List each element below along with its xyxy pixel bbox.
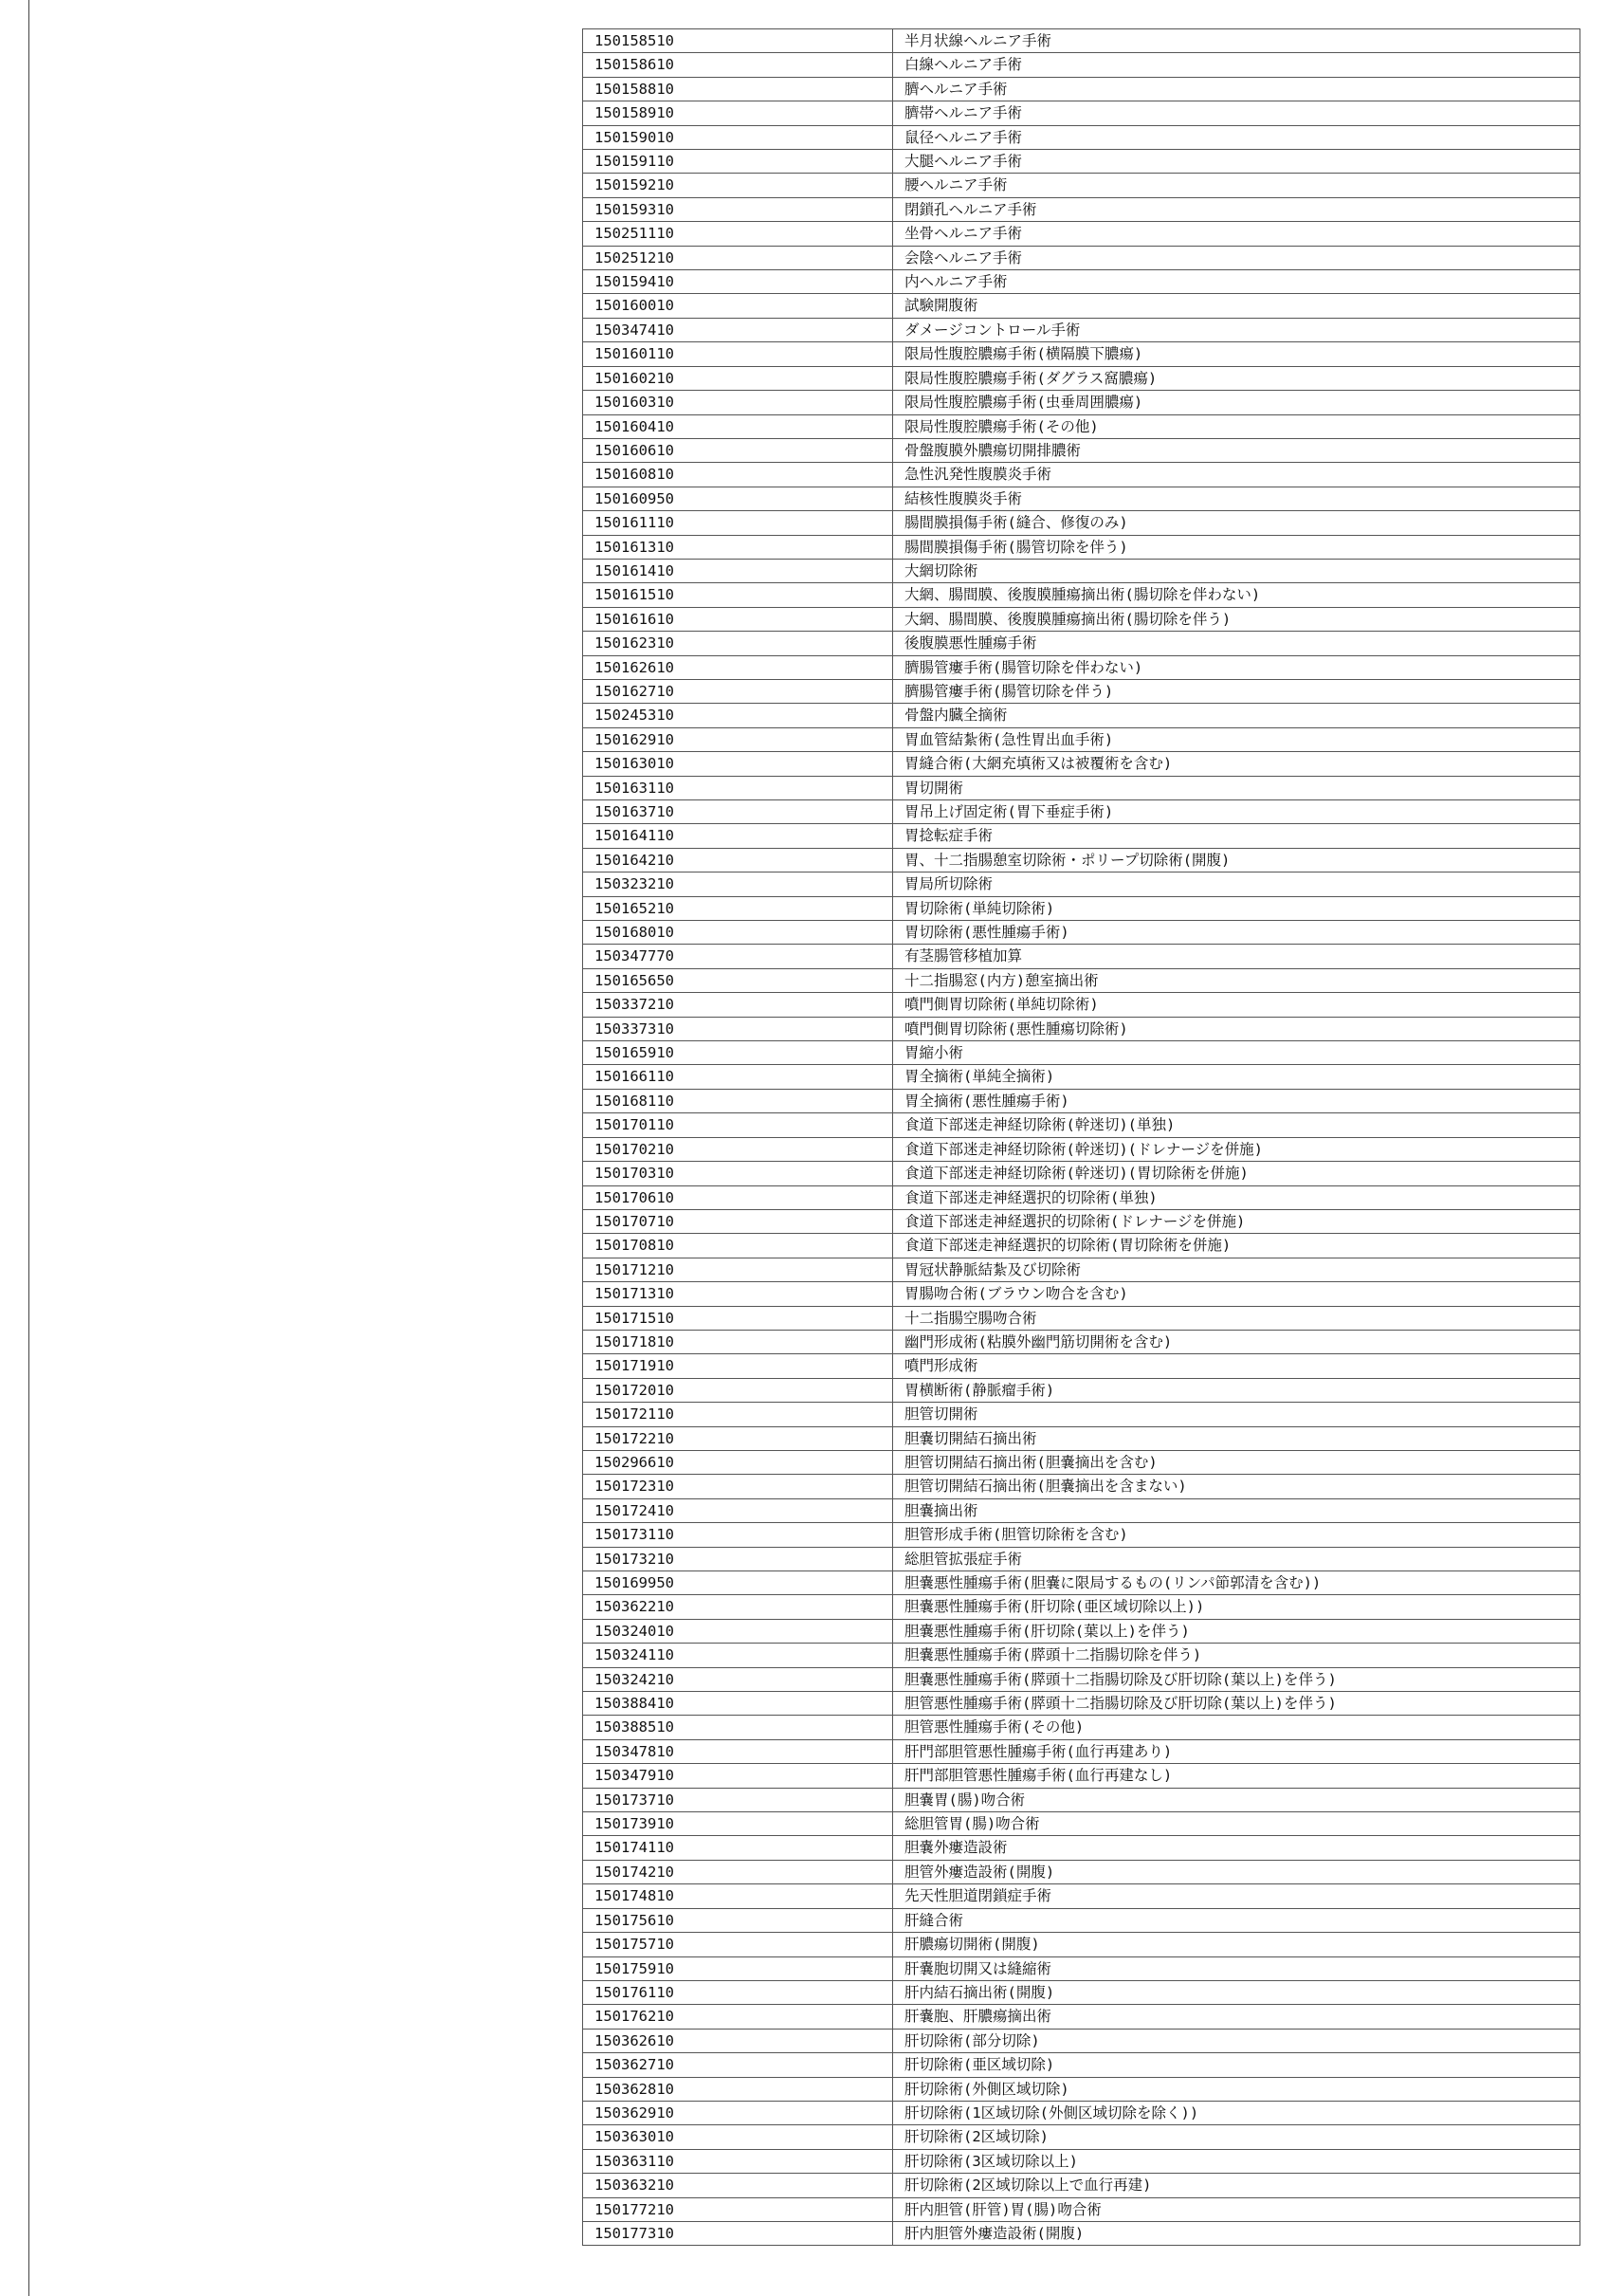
procedure-code-cell: 150170810: [583, 1234, 893, 1258]
table-row: [583, 1475, 1580, 1498]
table-row: [583, 945, 1580, 968]
procedure-name-cell: 腸間膜損傷手術(腸管切除を伴う): [893, 535, 1580, 559]
procedure-name-cell: 半月状線ヘルニア手術: [893, 29, 1580, 53]
table-row: [583, 270, 1580, 294]
procedure-name-cell: 食道下部迷走神経選択的切除術(単独): [893, 1185, 1580, 1209]
table-row: [583, 921, 1580, 945]
procedure-name-cell: 胆嚢悪性腫瘍手術(肝切除(葉以上)を伴う): [893, 1619, 1580, 1643]
table-row: [583, 414, 1580, 438]
table-row: [583, 1980, 1580, 2004]
procedure-code-cell: 150160310: [583, 391, 893, 414]
procedure-code-cell: 150174210: [583, 1860, 893, 1883]
table-row: [583, 559, 1580, 582]
procedure-code-cell: 150160410: [583, 414, 893, 438]
table-row: [583, 342, 1580, 366]
table-row: [583, 1908, 1580, 1932]
table-row: [583, 1644, 1580, 1667]
procedure-code-cell: 150173910: [583, 1812, 893, 1836]
procedure-code-cell: 150347810: [583, 1739, 893, 1763]
procedure-name-cell: 胃吊上げ固定術(胃下垂症手術): [893, 800, 1580, 824]
procedure-code-cell: 150159210: [583, 174, 893, 197]
procedure-code-cell: 150251210: [583, 246, 893, 269]
procedure-name-cell: 臍帯ヘルニア手術: [893, 101, 1580, 125]
procedure-name-cell: 胆嚢悪性腫瘍手術(膵頭十二指腸切除及び肝切除(葉以上)を伴う): [893, 1667, 1580, 1691]
procedure-code-cell: 150160210: [583, 366, 893, 390]
procedure-code-cell: 150161610: [583, 607, 893, 631]
procedure-name-cell: 胃切除術(単純切除術): [893, 896, 1580, 920]
procedure-name-cell: 肝嚢胞、肝膿瘍摘出術: [893, 2005, 1580, 2029]
table-row: [583, 174, 1580, 197]
table-row: [583, 511, 1580, 535]
procedure-code-cell: 150323210: [583, 872, 893, 896]
procedure-code-cell: 150173210: [583, 1547, 893, 1570]
procedure-code-cell: 150169950: [583, 1571, 893, 1595]
procedure-code-cell: 150171210: [583, 1258, 893, 1281]
procedure-code-cell: 150176210: [583, 2005, 893, 2029]
table-row: [583, 1836, 1580, 1860]
procedure-name-cell: 肝内胆管外瘻造設術(開腹): [893, 2221, 1580, 2245]
procedure-code-cell: 150160950: [583, 487, 893, 510]
procedure-name-cell: 臍腸管瘻手術(腸管切除を伴う): [893, 679, 1580, 703]
table-row: [583, 1812, 1580, 1836]
table-row: [583, 318, 1580, 341]
table-row: [583, 1595, 1580, 1619]
procedure-name-cell: 肝内胆管(肝管)胃(腸)吻合術: [893, 2197, 1580, 2221]
table-row: [583, 77, 1580, 101]
procedure-code-cell: 150168110: [583, 1089, 893, 1112]
table-row: [583, 1716, 1580, 1739]
procedure-name-cell: 閉鎖孔ヘルニア手術: [893, 197, 1580, 221]
table-row: [583, 1065, 1580, 1089]
procedure-code-cell: 150337210: [583, 993, 893, 1017]
procedure-code-cell: 150171810: [583, 1330, 893, 1353]
table-row: [583, 1667, 1580, 1691]
procedure-code-cell: 150296610: [583, 1450, 893, 1474]
procedure-code-cell: 150171910: [583, 1354, 893, 1378]
procedure-name-cell: 限局性腹腔膿瘍手術(その他): [893, 414, 1580, 438]
procedure-code-table: [582, 28, 1580, 2246]
procedure-name-cell: 胆嚢外瘻造設術: [893, 1836, 1580, 1860]
procedure-name-cell: 胃血管結紮術(急性胃出血手術): [893, 727, 1580, 751]
table-row: [583, 1330, 1580, 1353]
procedure-name-cell: 臍ヘルニア手術: [893, 77, 1580, 101]
table-row: [583, 1764, 1580, 1788]
procedure-code-cell: 150166110: [583, 1065, 893, 1089]
procedure-name-cell: 食道下部迷走神経切除術(幹迷切)(ドレナージを併施): [893, 1137, 1580, 1161]
table-row: [583, 535, 1580, 559]
procedure-name-cell: 肝縫合術: [893, 1908, 1580, 1932]
procedure-code-cell: 150165650: [583, 968, 893, 992]
procedure-name-cell: 胆嚢悪性腫瘍手術(胆嚢に限局するもの(リンパ節郭清を含む)): [893, 1571, 1580, 1595]
procedure-name-cell: 肝切除術(3区域切除以上): [893, 2149, 1580, 2173]
table-row: [583, 246, 1580, 269]
procedure-name-cell: 幽門形成術(粘膜外幽門筋切開術を含む): [893, 1330, 1580, 1353]
procedure-code-cell: 150362610: [583, 2029, 893, 2052]
procedure-code-cell: 150171510: [583, 1306, 893, 1330]
procedure-code-cell: 150172210: [583, 1426, 893, 1450]
table-row: [583, 848, 1580, 872]
table-row: [583, 1162, 1580, 1185]
procedure-code-cell: 150170710: [583, 1209, 893, 1233]
table-row: [583, 1450, 1580, 1474]
procedure-name-cell: 胆嚢胃(腸)吻合術: [893, 1788, 1580, 1811]
procedure-code-cell: 150162710: [583, 679, 893, 703]
procedure-name-cell: ダメージコントロール手術: [893, 318, 1580, 341]
procedure-code-cell: 150162310: [583, 632, 893, 655]
table-row: [583, 1571, 1580, 1595]
table-row: [583, 2149, 1580, 2173]
procedure-name-cell: 胆嚢摘出術: [893, 1498, 1580, 1522]
procedure-name-cell: 鼠径ヘルニア手術: [893, 125, 1580, 149]
procedure-code-cell: 150171310: [583, 1282, 893, 1306]
procedure-code-cell: 150161510: [583, 583, 893, 607]
procedure-code-cell: 150170610: [583, 1185, 893, 1209]
procedure-name-cell: 胃局所切除術: [893, 872, 1580, 896]
table-row: [583, 824, 1580, 848]
procedure-code-cell: 150160610: [583, 438, 893, 462]
table-row: [583, 1426, 1580, 1450]
table-row: [583, 1185, 1580, 1209]
table-row: [583, 294, 1580, 318]
procedure-name-cell: 胃冠状静脈結紮及び切除術: [893, 1258, 1580, 1281]
table-row: [583, 1692, 1580, 1716]
procedure-name-cell: 噴門側胃切除術(悪性腫瘍切除術): [893, 1017, 1580, 1040]
procedure-code-cell: 150324010: [583, 1619, 893, 1643]
procedure-name-cell: 骨盤内臓全摘術: [893, 704, 1580, 727]
procedure-name-cell: 肝切除術(2区域切除以上で血行再建): [893, 2174, 1580, 2197]
procedure-code-cell: 150159410: [583, 270, 893, 294]
procedure-name-cell: 肝切除術(2区域切除): [893, 2125, 1580, 2149]
table-row: [583, 1113, 1580, 1137]
procedure-code-cell: 150177310: [583, 2221, 893, 2245]
table-row: [583, 679, 1580, 703]
procedure-code-cell: 150170110: [583, 1113, 893, 1137]
procedure-name-cell: 肝門部胆管悪性腫瘍手術(血行再建なし): [893, 1764, 1580, 1788]
procedure-code-cell: 150160010: [583, 294, 893, 318]
procedure-code-cell: 150173110: [583, 1523, 893, 1547]
procedure-code-cell: 150168010: [583, 921, 893, 945]
table-row: [583, 222, 1580, 246]
table-row: [583, 2197, 1580, 2221]
table-row: [583, 1209, 1580, 1233]
procedure-code-cell: 150161110: [583, 511, 893, 535]
table-row: [583, 1547, 1580, 1570]
procedure-code-cell: 150388410: [583, 1692, 893, 1716]
table-row: [583, 607, 1580, 631]
table-row: [583, 487, 1580, 510]
table-row: [583, 800, 1580, 824]
procedure-code-cell: 150161410: [583, 559, 893, 582]
table-row: [583, 2221, 1580, 2245]
table-row: [583, 53, 1580, 77]
procedure-name-cell: 肝切除術(外側区域切除): [893, 2077, 1580, 2101]
table-row: [583, 1354, 1580, 1378]
procedure-name-cell: 胆管外瘻造設術(開腹): [893, 1860, 1580, 1883]
procedure-code-cell: 150362810: [583, 2077, 893, 2101]
procedure-name-cell: 食道下部迷走神経切除術(幹迷切)(胃切除術を併施): [893, 1162, 1580, 1185]
procedure-name-cell: 内ヘルニア手術: [893, 270, 1580, 294]
procedure-name-cell: 有茎腸管移植加算: [893, 945, 1580, 968]
procedure-code-cell: 150177210: [583, 2197, 893, 2221]
procedure-name-cell: 胆管形成手術(胆管切除術を含む): [893, 1523, 1580, 1547]
table-row: [583, 1884, 1580, 1908]
table-row: [583, 1523, 1580, 1547]
procedure-name-cell: 臍腸管瘻手術(腸管切除を伴わない): [893, 655, 1580, 679]
procedure-code-cell: 150251110: [583, 222, 893, 246]
table-row: [583, 1956, 1580, 1980]
procedure-name-cell: 胃捻転症手術: [893, 824, 1580, 848]
table-row: [583, 2101, 1580, 2124]
procedure-code-cell: 150163710: [583, 800, 893, 824]
table-row: [583, 2125, 1580, 2149]
table-row: [583, 2053, 1580, 2077]
table-row: [583, 197, 1580, 221]
procedure-code-cell: 150160110: [583, 342, 893, 366]
procedure-code-cell: 150174110: [583, 1836, 893, 1860]
procedure-code-cell: 150165210: [583, 896, 893, 920]
procedure-name-cell: 大網、腸間膜、後腹膜腫瘍摘出術(腸切除を伴わない): [893, 583, 1580, 607]
procedure-code-cell: 150159010: [583, 125, 893, 149]
table-row: [583, 101, 1580, 125]
left-margin-rule: [28, 0, 29, 2296]
procedure-code-cell: 150324110: [583, 1644, 893, 1667]
procedure-name-cell: 胃全摘術(悪性腫瘍手術): [893, 1089, 1580, 1112]
procedure-name-cell: 胆嚢悪性腫瘍手術(肝切除(亜区域切除以上)): [893, 1595, 1580, 1619]
procedure-name-cell: 噴門形成術: [893, 1354, 1580, 1378]
procedure-code-cell: 150164210: [583, 848, 893, 872]
table-row: [583, 1258, 1580, 1281]
procedure-name-cell: 大網、腸間膜、後腹膜腫瘍摘出術(腸切除を伴う): [893, 607, 1580, 631]
procedure-name-cell: 大腿ヘルニア手術: [893, 150, 1580, 174]
table-row: [583, 704, 1580, 727]
table-row: [583, 872, 1580, 896]
table-row: [583, 727, 1580, 751]
procedure-code-cell: 150158810: [583, 77, 893, 101]
procedure-name-cell: 肝内結石摘出術(開腹): [893, 1980, 1580, 2004]
procedure-code-cell: 150162610: [583, 655, 893, 679]
procedure-code-cell: 150172310: [583, 1475, 893, 1498]
table-row: [583, 29, 1580, 53]
procedure-name-cell: 総胆管拡張症手術: [893, 1547, 1580, 1570]
procedure-name-cell: 肝切除術(1区域切除(外側区域切除を除く)): [893, 2101, 1580, 2124]
procedure-name-cell: 急性汎発性腹膜炎手術: [893, 463, 1580, 487]
procedure-name-cell: 坐骨ヘルニア手術: [893, 222, 1580, 246]
procedure-name-cell: 骨盤腹膜外膿瘍切開排膿術: [893, 438, 1580, 462]
table-row: [583, 776, 1580, 799]
procedure-code-cell: 150324210: [583, 1667, 893, 1691]
procedure-name-cell: 腸間膜損傷手術(縫合、修復のみ): [893, 511, 1580, 535]
procedure-name-cell: 胃縮小術: [893, 1041, 1580, 1065]
table-row: [583, 583, 1580, 607]
procedure-name-cell: 噴門側胃切除術(単純切除術): [893, 993, 1580, 1017]
procedure-name-cell: 食道下部迷走神経切除術(幹迷切)(単独): [893, 1113, 1580, 1137]
table-row: [583, 2174, 1580, 2197]
procedure-code-cell: 150158910: [583, 101, 893, 125]
procedure-code-cell: 150175910: [583, 1956, 893, 1980]
procedure-code-cell: 150388510: [583, 1716, 893, 1739]
procedure-name-cell: 限局性腹腔膿瘍手術(ダグラス窩膿瘍): [893, 366, 1580, 390]
table-row: [583, 391, 1580, 414]
procedure-code-cell: 150164110: [583, 824, 893, 848]
procedure-code-cell: 150159310: [583, 197, 893, 221]
procedure-name-cell: 肝切除術(部分切除): [893, 2029, 1580, 2052]
table-row: [583, 1282, 1580, 1306]
procedure-name-cell: 食道下部迷走神経選択的切除術(胃切除術を併施): [893, 1234, 1580, 1258]
table-row: [583, 1739, 1580, 1763]
procedure-code-cell: 150165910: [583, 1041, 893, 1065]
procedure-name-cell: 肝膿瘍切開術(開腹): [893, 1933, 1580, 1956]
procedure-name-cell: 胆管切開結石摘出術(胆嚢摘出を含まない): [893, 1475, 1580, 1498]
table-row: [583, 993, 1580, 1017]
table-row: [583, 1306, 1580, 1330]
procedure-name-cell: 胃腸吻合術(ブラウン吻合を含む): [893, 1282, 1580, 1306]
table-row: [583, 1017, 1580, 1040]
procedure-code-cell: 150363110: [583, 2149, 893, 2173]
procedure-name-cell: 胆嚢悪性腫瘍手術(膵頭十二指腸切除を伴う): [893, 1644, 1580, 1667]
procedure-name-cell: 胃切開術: [893, 776, 1580, 799]
procedure-code-cell: 150347910: [583, 1764, 893, 1788]
procedure-name-cell: 胃切除術(悪性腫瘍手術): [893, 921, 1580, 945]
procedure-code-cell: 150162910: [583, 727, 893, 751]
table-row: [583, 632, 1580, 655]
procedure-code-cell: 150363210: [583, 2174, 893, 2197]
procedure-code-cell: 150170210: [583, 1137, 893, 1161]
procedure-code-cell: 150173710: [583, 1788, 893, 1811]
table-row: [583, 1378, 1580, 1402]
table-row: [583, 2005, 1580, 2029]
procedure-name-cell: 胃縫合術(大網充填術又は被覆術を含む): [893, 752, 1580, 776]
procedure-code-cell: 150362210: [583, 1595, 893, 1619]
table-row: [583, 1137, 1580, 1161]
procedure-code-cell: 150347770: [583, 945, 893, 968]
procedure-code-cell: 150363010: [583, 2125, 893, 2149]
table-row: [583, 1041, 1580, 1065]
table-row: [583, 1089, 1580, 1112]
procedure-name-cell: 試験開腹術: [893, 294, 1580, 318]
procedure-code-cell: 150172010: [583, 1378, 893, 1402]
table-row: [583, 1860, 1580, 1883]
procedure-code-cell: 150347410: [583, 318, 893, 341]
table-row: [583, 2077, 1580, 2101]
procedure-code-cell: 150337310: [583, 1017, 893, 1040]
procedure-name-cell: 胆嚢切開結石摘出術: [893, 1426, 1580, 1450]
procedure-name-cell: 後腹膜悪性腫瘍手術: [893, 632, 1580, 655]
procedure-code-cell: 150245310: [583, 704, 893, 727]
procedure-name-cell: 胆管悪性腫瘍手術(膵頭十二指腸切除及び肝切除(葉以上)を伴う): [893, 1692, 1580, 1716]
procedure-name-cell: 肝門部胆管悪性腫瘍手術(血行再建あり): [893, 1739, 1580, 1763]
procedure-code-cell: 150174810: [583, 1884, 893, 1908]
procedure-name-cell: 白線ヘルニア手術: [893, 53, 1580, 77]
procedure-name-cell: 十二指腸窓(内方)憩室摘出術: [893, 968, 1580, 992]
table-row: [583, 438, 1580, 462]
table-row: [583, 2029, 1580, 2052]
table-row: [583, 366, 1580, 390]
procedure-code-cell: 150158510: [583, 29, 893, 53]
table-row: [583, 1619, 1580, 1643]
procedure-code-cell: 150175610: [583, 1908, 893, 1932]
table-row: [583, 1933, 1580, 1956]
table-row: [583, 1403, 1580, 1426]
procedure-name-cell: 胆管悪性腫瘍手術(その他): [893, 1716, 1580, 1739]
procedure-code-table-wrap: [582, 28, 1580, 2246]
table-row: [583, 463, 1580, 487]
procedure-name-cell: 食道下部迷走神経選択的切除術(ドレナージを併施): [893, 1209, 1580, 1233]
table-row: [583, 752, 1580, 776]
procedure-code-cell: 150158610: [583, 53, 893, 77]
procedure-code-cell: 150172410: [583, 1498, 893, 1522]
procedure-name-cell: 肝嚢胞切開又は縫縮術: [893, 1956, 1580, 1980]
procedure-code-cell: 150160810: [583, 463, 893, 487]
procedure-code-cell: 150159110: [583, 150, 893, 174]
procedure-name-cell: 大網切除術: [893, 559, 1580, 582]
procedure-name-cell: 先天性胆道閉鎖症手術: [893, 1884, 1580, 1908]
table-row: [583, 1498, 1580, 1522]
procedure-name-cell: 胆管切開術: [893, 1403, 1580, 1426]
table-row: [583, 655, 1580, 679]
procedure-name-cell: 限局性腹腔膿瘍手術(横隔膜下膿瘍): [893, 342, 1580, 366]
procedure-name-cell: 総胆管胃(腸)吻合術: [893, 1812, 1580, 1836]
table-row: [583, 896, 1580, 920]
procedure-code-cell: 150170310: [583, 1162, 893, 1185]
procedure-name-cell: 胃全摘術(単純全摘術): [893, 1065, 1580, 1089]
procedure-code-cell: 150163010: [583, 752, 893, 776]
procedure-code-cell: 150362710: [583, 2053, 893, 2077]
table-row: [583, 1234, 1580, 1258]
table-row: [583, 150, 1580, 174]
procedure-code-cell: 150163110: [583, 776, 893, 799]
procedure-name-cell: 胃横断術(静脈瘤手術): [893, 1378, 1580, 1402]
procedure-name-cell: 結核性腹膜炎手術: [893, 487, 1580, 510]
procedure-name-cell: 胃、十二指腸憩室切除術・ポリープ切除術(開腹): [893, 848, 1580, 872]
procedure-name-cell: 胆管切開結石摘出術(胆嚢摘出を含む): [893, 1450, 1580, 1474]
procedure-name-cell: 十二指腸空腸吻合術: [893, 1306, 1580, 1330]
procedure-name-cell: 限局性腹腔膿瘍手術(虫垂周囲膿瘍): [893, 391, 1580, 414]
procedure-code-cell: 150161310: [583, 535, 893, 559]
procedure-name-cell: 腰ヘルニア手術: [893, 174, 1580, 197]
table-row: [583, 968, 1580, 992]
procedure-code-cell: 150176110: [583, 1980, 893, 2004]
procedure-name-cell: 肝切除術(亜区域切除): [893, 2053, 1580, 2077]
table-row: [583, 125, 1580, 149]
procedure-name-cell: 会陰ヘルニア手術: [893, 246, 1580, 269]
procedure-code-cell: 150362910: [583, 2101, 893, 2124]
procedure-code-table-body: [583, 29, 1580, 2246]
procedure-code-cell: 150172110: [583, 1403, 893, 1426]
table-row: [583, 1788, 1580, 1811]
procedure-code-cell: 150175710: [583, 1933, 893, 1956]
